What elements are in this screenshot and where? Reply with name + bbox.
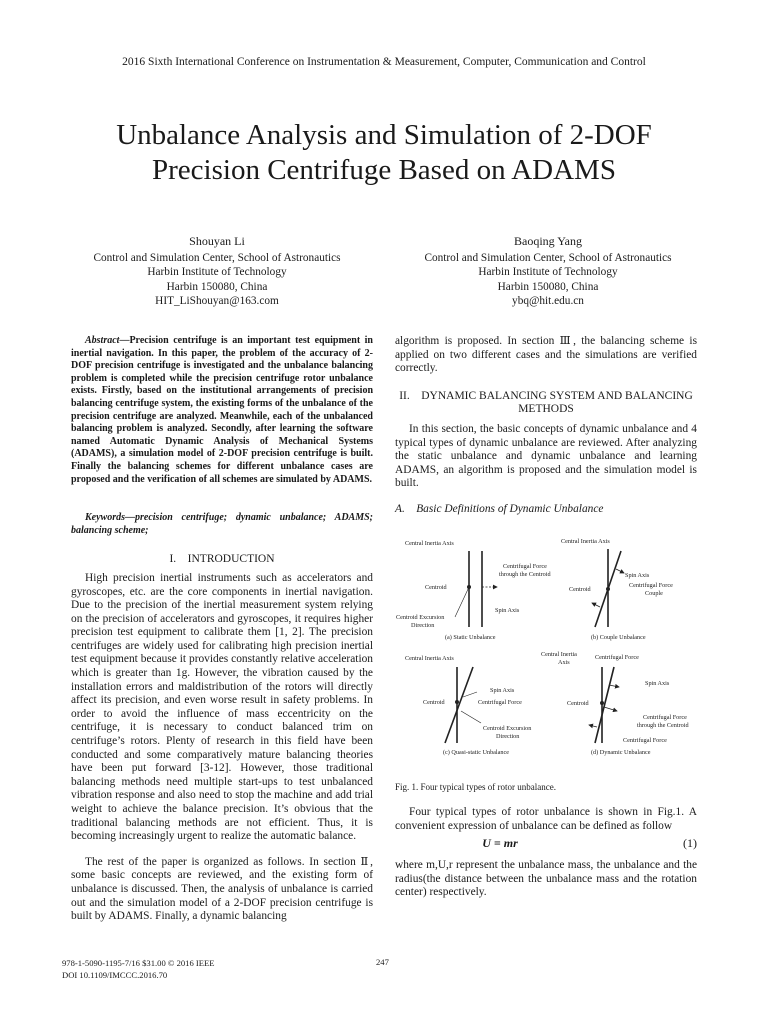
footer-doi[interactable]: DOI 10.1109/IMCCC.2016.70 [62, 970, 168, 980]
keywords-text: —precision centrifuge; dynamic unbalance; ADAMS; balancing scheme; [71, 512, 373, 536]
label-centroid: Centroid [423, 699, 445, 706]
subsection-heading-a: A. Basic Definitions of Dynamic Unbalance [395, 502, 604, 515]
label-centrifugal-force: Centrifugal Force [629, 582, 673, 589]
subcaption-a: (a) Static Unbalance [445, 634, 496, 641]
label-direction: Direction [496, 733, 520, 740]
intro-paragraph-2: The rest of the paper is organized as follows. In section Ⅱ, some basic concepts are reviewed, and the existing form of unbalance is discussed. Then, the analysis of unbalance is carried out and the simulation model of a 2-DOF precision centrifuge is built by ADAMS. Finally, a dynamic balancing [71, 855, 373, 923]
label-centroid: Centroid [567, 700, 589, 707]
author-address: Harbin 150080, China [497, 280, 599, 293]
variables-paragraph: where m,U,r represent the unbalance mass, the unbalance and the radius(the distance between the unbalance mass and the rotation center) respectively. [395, 859, 697, 899]
author-email[interactable]: ybq@hit.edu.cn [512, 295, 584, 308]
excursion-leader [461, 711, 481, 723]
right-paragraph-continued: algorithm is proposed. In section Ⅲ, the balancing scheme is applied on two different cases and the simulations are verified correctly. [395, 335, 697, 375]
equation-1 [395, 837, 697, 853]
author-name: Baoqing Yang [513, 234, 582, 248]
label-direction: Direction [411, 622, 435, 629]
label-centroid: Centroid [569, 586, 591, 593]
footer-copyright [62, 957, 215, 981]
centroid-dot [467, 585, 471, 589]
keywords-label: Keywords [85, 512, 125, 524]
label-central-inertia-axis: Central Inertia Axis [561, 538, 610, 545]
page-number: 247 [376, 957, 389, 967]
section-2-paragraph: In this section, the basic concepts of dynamic unbalance and 4 typical types of dynamic unbalance are reviewed. After analyzing the static unbalance and dynamic unbalance and learning ADAMS, an algorithm is proposed and the simulation model is built. [395, 422, 697, 490]
label-spin-axis: Spin Axis [490, 687, 515, 694]
subcaption-b: (b) Couple Unbalance [591, 634, 646, 641]
author-name: Shouyan Li [189, 234, 245, 248]
subcaption-c: (c) Quasi-static Unbalance [443, 749, 509, 756]
subfig-b-couple-unbalance [561, 538, 673, 641]
left-column [71, 335, 373, 924]
section-heading-2 [395, 390, 697, 417]
subfig-c-quasi-static-unbalance [405, 655, 531, 756]
centroid-dot [455, 700, 459, 704]
subcaption-d: (d) Dynamic Unbalance [591, 749, 651, 756]
author-block-1 [57, 234, 377, 309]
label-centrifugal-force-top: Centrifugal Force [595, 654, 639, 661]
label-couple: Couple [645, 590, 663, 597]
subfig-d-dynamic-unbalance [541, 651, 689, 756]
force-arrow-top [609, 685, 619, 687]
author-email[interactable]: HIT_LiShouyan@163.com [155, 295, 279, 308]
conference-header: 2016 Sixth International Conference on Instrumentation & Measurement, Computer, Communication and Control [122, 56, 646, 68]
abstract [71, 335, 373, 486]
centroid-dot [600, 701, 604, 705]
section-heading-introduction: I. INTRODUCTION [169, 553, 275, 566]
label-centrifugal-force-bottom: Centrifugal Force [623, 737, 667, 744]
author-affiliation: Control and Simulation Center, School of Astronautics [93, 251, 341, 264]
label-spin-axis: Spin Axis [645, 680, 670, 687]
abstract-text: —Precision centrifuge is an important test equipment in inertial navigation. In this paper, the problem of the accuracy of 2-DOF precision centrifuge is investigated and the unbalance balancing problem is completed while the precision centrifuge rotor unbalance exists. Firstly, based on the institutional arrangements of precision balancing centrifuge system, the existing forms of the unbalance of the precision centrifuge are analyzed. Meanwhile, each of the unbalanced balancing problem is analyzed. Secondly, after learning the software named Automatic Dynamic Analysis of Mechanical Systems (ADAMS), a simulation model of 2-DOF precision centrifuge is built. Finally the balancing schemes for different unbalance cases are proposed and the verification of all schemes are simulated by ADAMS. [71, 335, 373, 485]
label-central-inertia-axis: Central Inertia Axis [405, 540, 454, 547]
equation-text: U = mr [482, 836, 518, 851]
abstract-label: Abstract [85, 335, 120, 346]
author-block-2 [388, 234, 708, 309]
central-inertia-axis-line [445, 667, 473, 743]
label-central-inertia-axis: Central Inertia Axis [405, 655, 454, 662]
label-through-centroid: through the Centroid [499, 571, 551, 578]
centroid-dot [606, 587, 610, 591]
figure-1-drawing [395, 535, 699, 760]
intro-paragraph-1: High precision inertial instruments such as accelerators and gyroscopes, etc. are the core components in inertial navigation. Due to the precision of the inertial measurement system relying on the precision of accelerators and gyroscopes, it requires higher precision test equipment to calibrate them [1, 2]. The precision centrifuges are widely used for calibrating high precision inertial test equipment because it provides constantly relative acceleration which is greater than 1g. However, the vibration caused by the installation errors and maldistribution of the rotors will directly affect its precision, and even worse result in safety problems. In order to avoid the influence of mass eccentricity on the centrifuge, it is necessary to conduct balanced trim on centrifuge’s rotors. Plenty of research in this field have been conducted and some comparatively mature balancing theories have been put forward [3-12]. However, those traditional balancing methods need multiple start-ups to test unbalanced vibration response and also need to stop the machine and add trial weight to achieve the balance precision. It’s obvious that the traditional balancing methods are not efficient. Thus, it is becoming increasingly urgent to realize the automatic balance. [71, 571, 373, 843]
footer-isbn: 978-1-5090-1195-7/16 $31.00 © 2016 IEEE [62, 958, 215, 968]
section-heading-2-line-2: METHODS [518, 403, 574, 416]
label-centrifugal-force: Centrifugal Force [503, 563, 547, 570]
author-institute: Harbin Institute of Technology [478, 266, 618, 279]
keywords [71, 512, 373, 537]
right-column-lower [395, 806, 697, 900]
couple-force-arrow-bottom [592, 603, 600, 607]
label-axis: Axis [558, 659, 570, 666]
spin-leader [463, 692, 477, 697]
label-centrifugal-force: Centrifugal Force [478, 699, 522, 706]
title-line-2: Precision Centrifuge Based on ADAMS [152, 154, 616, 186]
label-centroid: Centroid [425, 584, 447, 591]
paper-title [60, 118, 708, 188]
couple-force-arrow-top [616, 569, 624, 573]
force-arrow-bottom [589, 725, 597, 727]
author-institute: Harbin Institute of Technology [147, 266, 287, 279]
central-inertia-axis-line [595, 667, 614, 743]
label-excursion: Centroid Excursion [483, 725, 532, 732]
subfig-a-static-unbalance [396, 540, 551, 641]
title-line-1: Unbalance Analysis and Simulation of 2-DOF [116, 119, 652, 151]
author-affiliation: Control and Simulation Center, School of Astronautics [424, 251, 672, 264]
right-column [395, 335, 697, 517]
label-spin-axis: Spin Axis [495, 607, 520, 614]
unbalance-paragraph: Four typical types of rotor unbalance is shown in Fig.1. A convenient expression of unbalance can be defined as follow [395, 806, 697, 832]
label-centrifugal-force: Centrifugal Force [643, 714, 687, 721]
section-heading-2-line-1: II. DYNAMIC BALANCING SYSTEM AND BALANCING [399, 389, 693, 402]
figure-1 [395, 535, 699, 760]
label-central-inertia: Central Inertia [541, 651, 577, 658]
figure-1-caption: Fig. 1. Four typical types of rotor unbalance. [395, 782, 556, 792]
label-spin-axis: Spin Axis [625, 572, 650, 579]
excursion-leader [455, 587, 469, 617]
force-arrow-centroid [604, 707, 617, 711]
equation-number: (1) [683, 836, 697, 851]
author-address: Harbin 150080, China [166, 280, 268, 293]
label-excursion: Centroid Excursion [396, 614, 445, 621]
label-through-centroid: through the Centroid [637, 722, 689, 729]
